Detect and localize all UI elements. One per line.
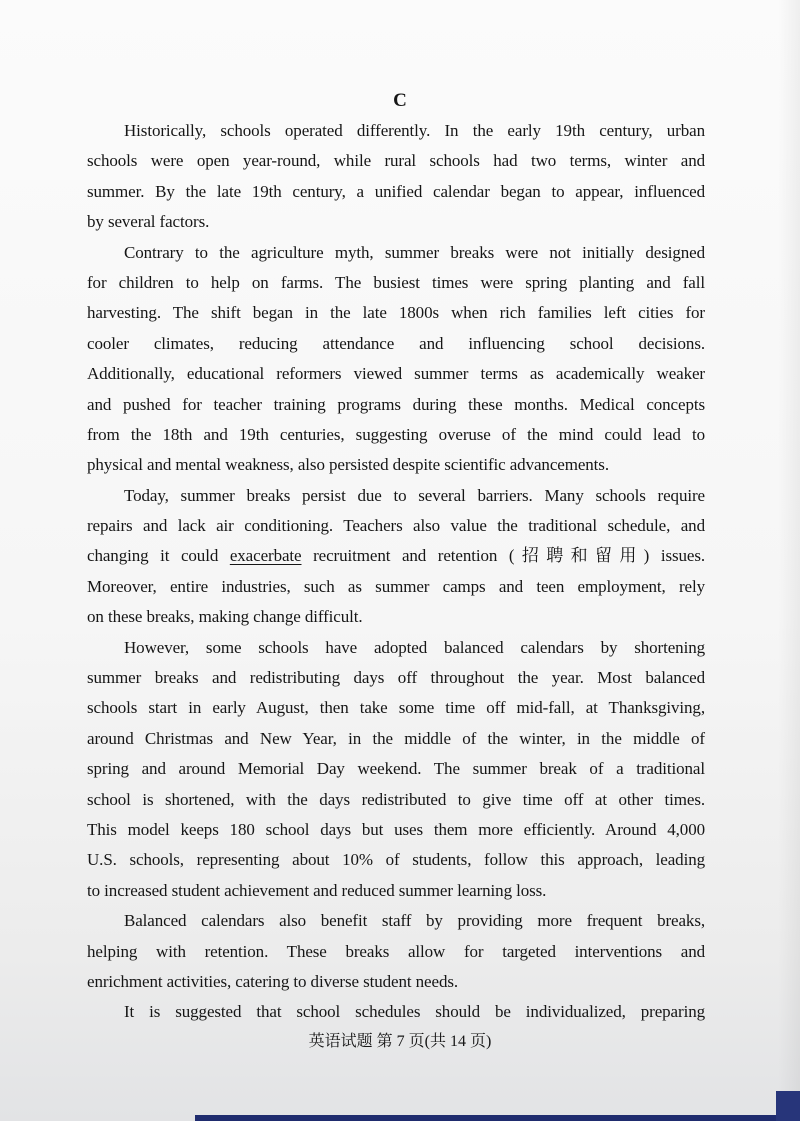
paragraph-5-line: enrichment activities, catering to diverse student needs. <box>87 971 459 991</box>
paragraph-4-line: schools start in early August, then take some time off mid-fall, at Thanksgiving, <box>87 698 705 718</box>
paragraph-4-line: summer breaks and redistributing days off throughout the year. Most balanced <box>87 668 705 688</box>
paragraph-4-line: to increased student achievement and reduced summer learning loss. <box>87 880 547 900</box>
paragraph-1-line: by several factors. <box>87 212 210 232</box>
paragraph-1-line: schools were open year-round, while rural schools had two terms, winter and <box>87 151 705 171</box>
paragraph-2-line: for children to help on farms. The busiest times were spring planting and fall <box>87 272 705 292</box>
paragraph-2-line: physical and mental weakness, also persisted despite scientific advancements. <box>87 455 609 475</box>
paragraph-4-line: school is shortened, with the days redistributed to give time off at other times. <box>87 789 705 809</box>
section-label: C <box>393 90 407 111</box>
paragraph-3-line: Today, summer breaks persist due to several barriers. Many schools require <box>124 485 705 505</box>
line-segment: changing it could <box>87 546 230 566</box>
paragraph-6-line: It is suggested that school schedules should be individualized, preparing <box>124 1002 705 1022</box>
underlined-word: exacerbate <box>229 546 302 566</box>
paragraph-3-line: Moreover, entire industries, such as summer camps and teen employment, rely <box>87 576 705 596</box>
paragraph-1-line: Historically, schools operated differently. In the early 19th century, urban <box>124 121 705 140</box>
paragraph-4-line: spring and around Memorial Day weekend. The summer break of a traditional <box>87 759 705 779</box>
paragraph-5-line: helping with retention. These breaks allow for targeted interventions and <box>87 941 705 961</box>
paragraph-2-line: Additionally, educational reformers viewed summer terms as academically weaker <box>87 364 705 384</box>
page-footer: 英语试题 第 7 页(共 14 页) <box>308 1033 492 1050</box>
paragraph-2-line: from the 18th and 19th centuries, suggesting overuse of the mind could lead to <box>87 424 705 444</box>
paragraph-4-line: However, some schools have adopted balanced calendars by shortening <box>124 637 705 657</box>
paragraph-2-line: harvesting. The shift began in the late 1800s when rich families left cities for <box>87 303 705 323</box>
line-segment: recruitment and retention (招聘和留用) issues. <box>301 546 705 566</box>
paragraph-2-line: Contrary to the agriculture myth, summer breaks were not initially designed <box>124 242 705 262</box>
paragraph-1-line: summer. By the late 19th century, a unified calendar began to appear, influenced <box>87 181 705 201</box>
paragraph-3-line: on these breaks, making change difficult. <box>87 607 363 627</box>
paragraph-3-line: repairs and lack air conditioning. Teachers also value the traditional schedule, and <box>87 516 705 536</box>
desk-corner <box>776 1091 800 1121</box>
paragraph-4-line: U.S. schools, representing about 10% of students, follow this approach, leading <box>87 850 705 870</box>
paragraph-3-line <box>87 541 705 571</box>
page-edge-shadow <box>778 0 800 1121</box>
passage-body <box>87 116 705 1028</box>
paragraph-2-line: cooler climates, reducing attendance and influencing school decisions. <box>87 333 705 353</box>
paragraph-4-line: This model keeps 180 school days but uses them more efficiently. Around 4,000 <box>87 819 705 839</box>
paragraph-5-line: Balanced calendars also benefit staff by providing more frequent breaks, <box>124 911 705 931</box>
desk-edge <box>195 1115 800 1121</box>
paragraph-4-line: around Christmas and New Year, in the middle of the winter, in the middle of <box>87 728 705 748</box>
paragraph-2-line: and pushed for teacher training programs during these months. Medical concepts <box>87 394 705 414</box>
